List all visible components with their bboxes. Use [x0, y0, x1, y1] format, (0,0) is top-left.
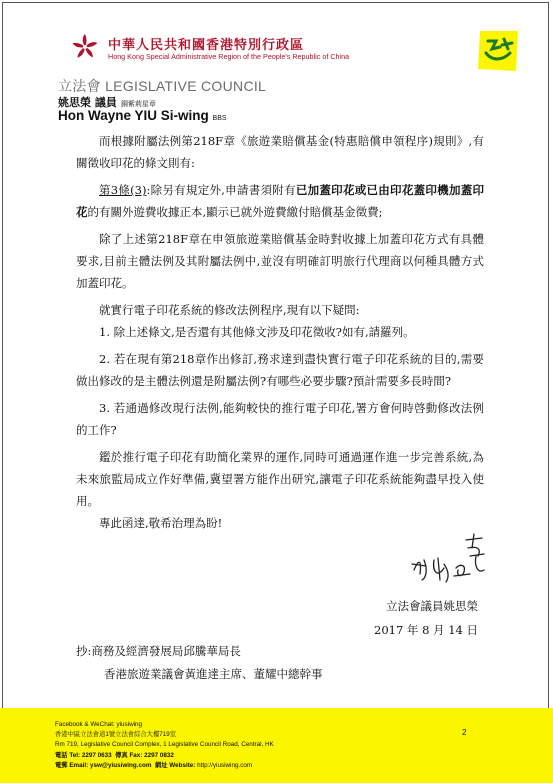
paragraph-clause: [76, 179, 484, 223]
footer-address-en: Rm 719, Legislative Council Complex, 1 Legislative Council Road, Central, HK: [55, 741, 274, 749]
handwritten-signature: [404, 530, 504, 590]
government-name-en: Hong Kong Special Administrative Region of the People's Republic of China: [108, 52, 350, 61]
contact-footer: [0, 708, 553, 783]
letterhead: [0, 0, 553, 150]
footer-phone-fax: [55, 751, 274, 761]
member-name-cn-text: 姚思榮 議員: [58, 96, 117, 109]
clause-text-2: 的有關外遊費收據正本,顯示已就外遊費繳付賠償基金徵費;: [87, 205, 383, 219]
tel-number: 2297 0633: [81, 751, 112, 759]
fax-number: 2297 0832: [144, 751, 174, 759]
footer-social: Facebook & WeChat: yiusiwing: [55, 721, 143, 728]
cc-list: [76, 640, 323, 686]
letter-body: [76, 130, 484, 534]
question-2: 2. 若在現有第218章作出修訂,務求達到盡快實行電子印花系統的目的,需要做出修改的是主體法例還是附屬法例?有哪些必要步驟?預計需要多長時間?: [76, 352, 484, 388]
paragraph-questions-intro: 就實行電子印花系統的修改法例程序,現有以下疑問:: [99, 303, 360, 317]
tel-label: 電話 Tel:: [55, 751, 81, 759]
cc-line-2: 香港旅遊業議會黃進達主席、董耀中總幹事: [104, 667, 323, 681]
email-label: 電郵 Email:: [55, 761, 89, 769]
paragraph-closing: 專此函達,敬希治理為盼!: [99, 516, 223, 530]
council-name: 立法會 LEGISLATIVE COUNCIL: [58, 78, 267, 94]
email-address[interactable]: ysw@yiusiwing.com: [90, 761, 152, 769]
website-link[interactable]: http://yiusiwing.com: [197, 761, 253, 769]
web-label: 網址 Website:: [154, 761, 196, 769]
footer-lines: [55, 720, 274, 771]
paragraph-intro: 而根據附屬法例第218F章《旅遊業賠償基金(特惠賠償申領程序)規則》,有關徵收印花的條文則有:: [76, 134, 484, 170]
footer-address-cn: 香港中區立法會道1號立法會綜合大樓719室: [55, 731, 177, 739]
member-name-en: [58, 108, 227, 123]
footer-email-web: [55, 761, 274, 771]
cc-line-1: 抄:商務及經濟發展局邱騰華局長: [76, 644, 241, 658]
fax-label: 傳真 Fax:: [115, 751, 143, 759]
clause-label: 第3條(3): [99, 183, 147, 197]
member-name-en-text: Hon Wayne YIU Si-wing: [58, 108, 209, 123]
clause-text-1: :除另有規定外,申請書須附有: [146, 183, 296, 197]
paragraph-requirements: 除了上述第218F章在申領旅遊業賠償基金時對收據上加蓋印花方式有具體要求,目前主體法例及其附屬法例中,並沒有明確訂明旅行代理商以何種具體方式加蓋印花。: [76, 232, 484, 290]
government-name-cn: 中華人民共和國香港特別行政區: [108, 38, 305, 53]
page-number: 2: [462, 728, 467, 737]
clause-bold-text: 已加蓋印花或已由印花蓋印機加蓋印花: [76, 183, 484, 219]
letter-date: 2017 年 8 月 14 日: [374, 623, 478, 637]
yiusiwing-logo-icon: [474, 27, 522, 75]
bauhinia-emblem-icon: [70, 32, 100, 62]
member-title-cn: 銅紫荊星章: [120, 100, 156, 108]
member-title-en: BBS: [212, 115, 227, 122]
signatory-name: 立法會議員姚思榮: [386, 599, 478, 613]
question-3: 3. 若通過修改現行法例,能夠較快的推行電子印花,署方會何時啓動修改法例的工作?: [76, 401, 484, 437]
paragraph-conclusion: 鑑於推行電子印花有助簡化業界的運作,同時可通過運作進一步完善系統,為未來旅監局成立作好準備,冀望署方能作出研究,讓電子印花系統能夠盡早投入使用。: [76, 450, 484, 508]
question-1: 1. 除上述條文,是否還有其他條文涉及印花徵收?如有,請羅列。: [99, 325, 415, 339]
